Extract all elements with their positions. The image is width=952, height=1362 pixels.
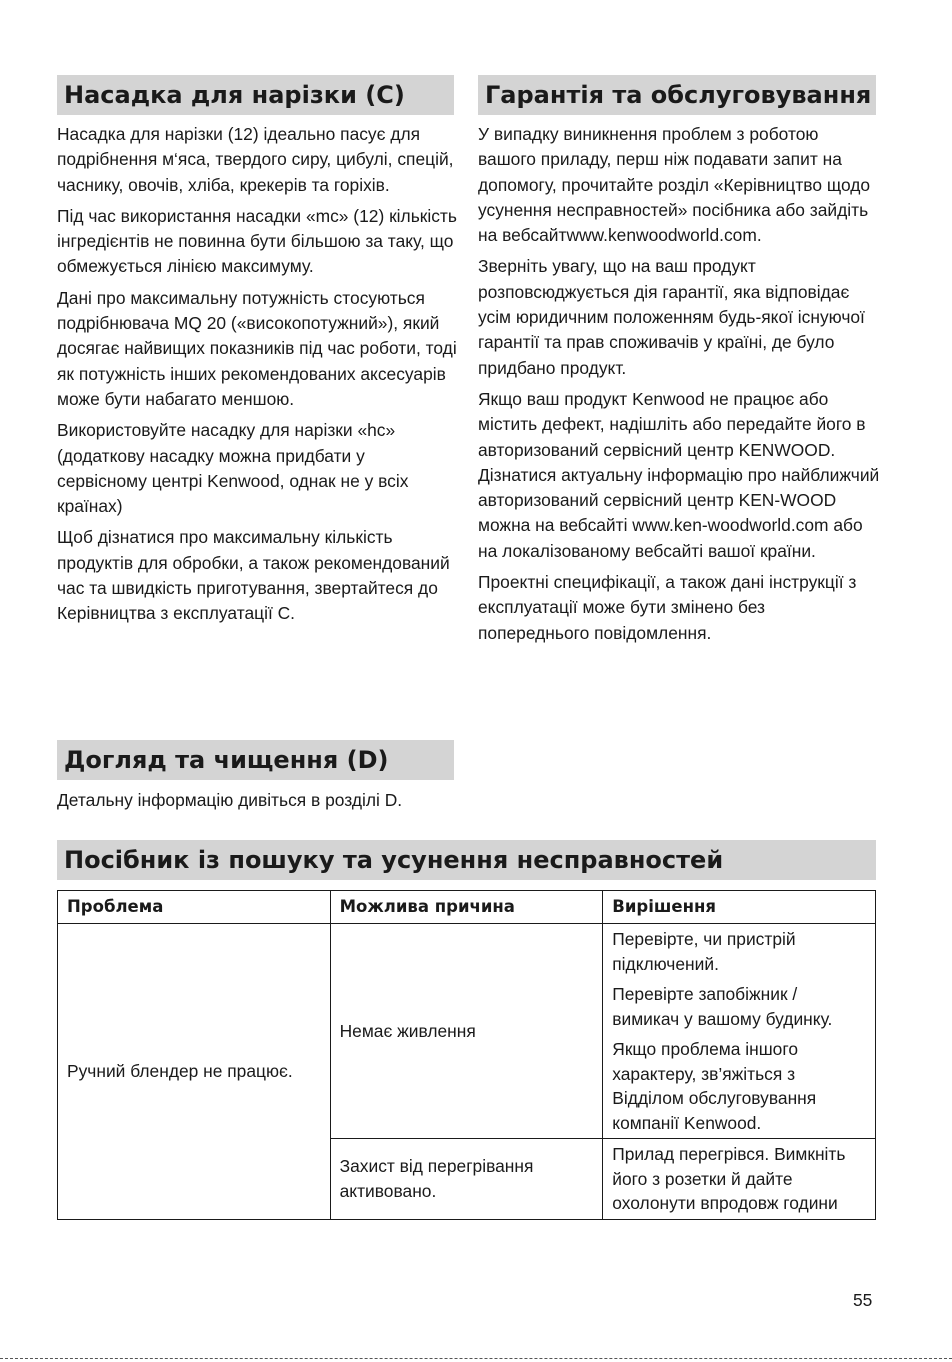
paragraph: Дані про максимальну потужність стосуються подрібнювача MQ 20 («високопотужний»), який досягає найвищих показників під час роботи, тоді як потужність інших рекомендованих аксесуарів може бути набагато меншою. <box>57 287 457 409</box>
header-problem: Проблема <box>58 891 331 924</box>
care-section-title: Догляд та чищення (D) <box>57 740 454 780</box>
table-header-row <box>58 891 876 924</box>
paragraph: Щоб дізнатися про максимальну кількість продуктів для обробки, а також рекомендований час та швидкість приготування, звертайтеся до Керівництва з експлуатації C. <box>57 527 450 624</box>
paragraph: Використовуйте насадку для нарізки «hc» (додаткову насадку можна придбати у сервісному центрі Kenwood, однак не у всіх країнах) <box>57 420 409 517</box>
troubleshooting-section-title: Посібник із пошуку та усунення несправностей <box>57 840 876 880</box>
solution-cell <box>603 924 876 1139</box>
bottom-divider <box>0 1358 952 1359</box>
solution-item: Перевірте запобіжник / вимикач у вашому будинку. <box>612 984 833 1029</box>
paragraph: У випадку виникнення проблем з роботою вашого приладу, перш ніж подавати запит на допомогу, прочитайте розділ «Керівництво щодо усунення несправностей» посібника або зайдіть на вебсайтwww.kenwoodworld.com. <box>478 124 871 246</box>
paragraph: Проектні специфікації, а також дані інструкції з експлуатації може бути змінено без попереднього повідомлення. <box>478 572 857 643</box>
cutting-section-title: Насадка для нарізки (C) <box>57 75 454 115</box>
solution-cell <box>603 1139 876 1220</box>
solution-item: Прилад перегрівся. Вимкніть його з розетки й дайте охолонути впродовж години <box>612 1144 846 1213</box>
paragraph: Під час використання насадки «mc» (12) кількість інгредієнтів не повинна бути більшою за таку, що обмежується лінією максимуму. <box>57 205 457 277</box>
warranty-section-body <box>478 122 880 652</box>
paragraph: Детальну інформацію дивіться в розділі D. <box>57 790 403 810</box>
cause-cell: Немає живлення <box>330 924 603 1139</box>
page-number: 55 <box>853 1290 873 1310</box>
troubleshooting-table <box>57 890 876 1220</box>
warranty-section-title: Гарантія та обслуговування <box>478 75 876 115</box>
solution-item: Якщо проблема іншого характеру, зв’яжіться з Відділом обслуговування компанії Kenwood. <box>612 1039 817 1133</box>
paragraph: Насадка для нарізки (12) ідеально пасує для подрібнення м‘яса, твердого сиру, цибулі, спецій, часнику, овочів, хліба, крекерів та горіхів. <box>57 124 454 195</box>
care-section-body <box>57 788 459 819</box>
header-cause: Можлива причина <box>330 891 603 924</box>
cutting-section-body <box>57 122 459 633</box>
header-solution: Вирішення <box>603 891 876 924</box>
cause-cell: Захист від перегрівання активовано. <box>330 1139 603 1220</box>
solution-item: Перевірте, чи пристрій підключений. <box>612 929 796 974</box>
paragraph: Зверніть увагу, що на ваш продукт розповсюджується дія гарантії, яка відповідає усім юридичним положенням будь-якої існуючої гарантії та прав споживачів у країні, де було придбано продукт. <box>478 256 865 378</box>
problem-cell: Ручний блендер не працює. <box>58 924 331 1220</box>
table-row <box>58 924 876 1139</box>
paragraph: Якщо ваш продукт Kenwood не працює або містить дефект, надішліть або передайте його в авторизований сервісний центр KENWOOD. Дізнатися актуальну інформацію про найближчий авторизований сервісний центр KEN-WOOD можна на вебсайті www.ken-woodworld.com або на локалізованому вебсайті вашої країни. <box>478 388 880 561</box>
